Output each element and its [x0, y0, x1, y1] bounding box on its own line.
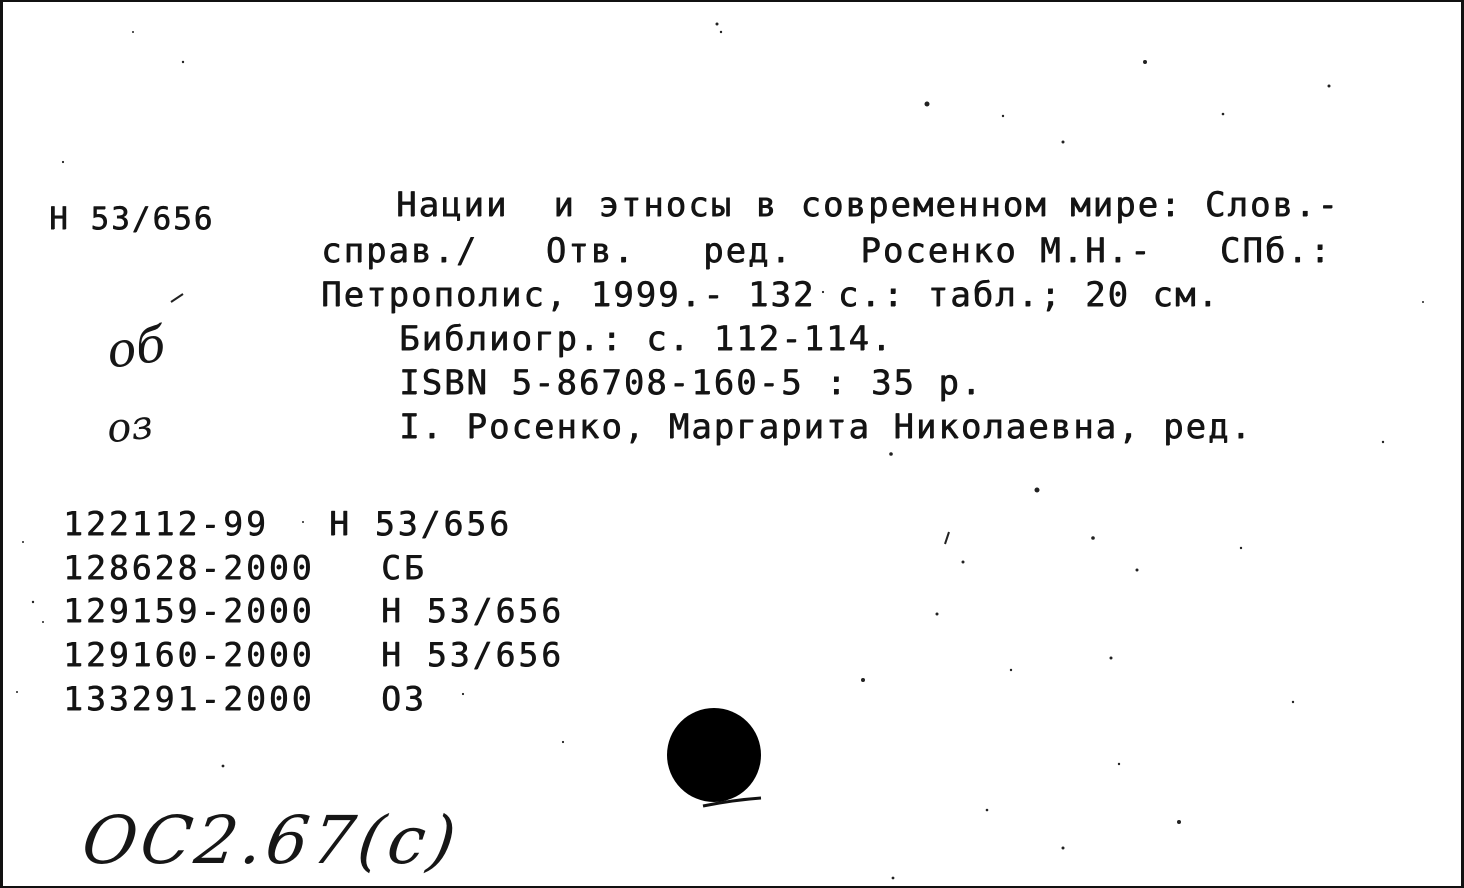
bibliography-note: Библиогр.: с. 112-114.: [399, 319, 894, 359]
handwritten-mark-ob: об: [103, 316, 169, 380]
imprint-line: Петрополис, 1999.- 132 с.: табл.; 20 см.: [321, 275, 1220, 315]
holding-location: Н 53/656: [381, 635, 564, 674]
holding-location: Н 53/656: [329, 504, 512, 543]
isbn-line: ISBN 5-86708-160-5 : 35 р.: [399, 363, 984, 403]
holding-location: СБ: [381, 548, 427, 587]
shelfmark: Н 53/656: [49, 201, 215, 237]
holding-inventory: 129160-2000: [63, 635, 315, 674]
holding-location: ОЗ: [381, 679, 427, 718]
holding-inventory: 122112-99: [63, 504, 269, 543]
holding-inventory: 129159-2000: [63, 591, 315, 630]
title-line: Нации и этносы в современном мире: Слов.-: [396, 185, 1340, 225]
handwritten-classification: ОС2.67(с): [77, 802, 465, 879]
holding-inventory: 128628-2000: [63, 548, 315, 587]
handwritten-mark-oz: оз: [104, 401, 156, 453]
responsibility-line: справ./ Отв. ред. Росенко М.Н.- СПб.:: [321, 231, 1333, 271]
holding-location: Н 53/656: [381, 591, 564, 630]
punch-hole: [667, 708, 761, 802]
holding-inventory: 133291-2000: [63, 679, 315, 718]
added-entry-line: I. Росенко, Маргарита Николаевна, ред.: [399, 407, 1253, 447]
